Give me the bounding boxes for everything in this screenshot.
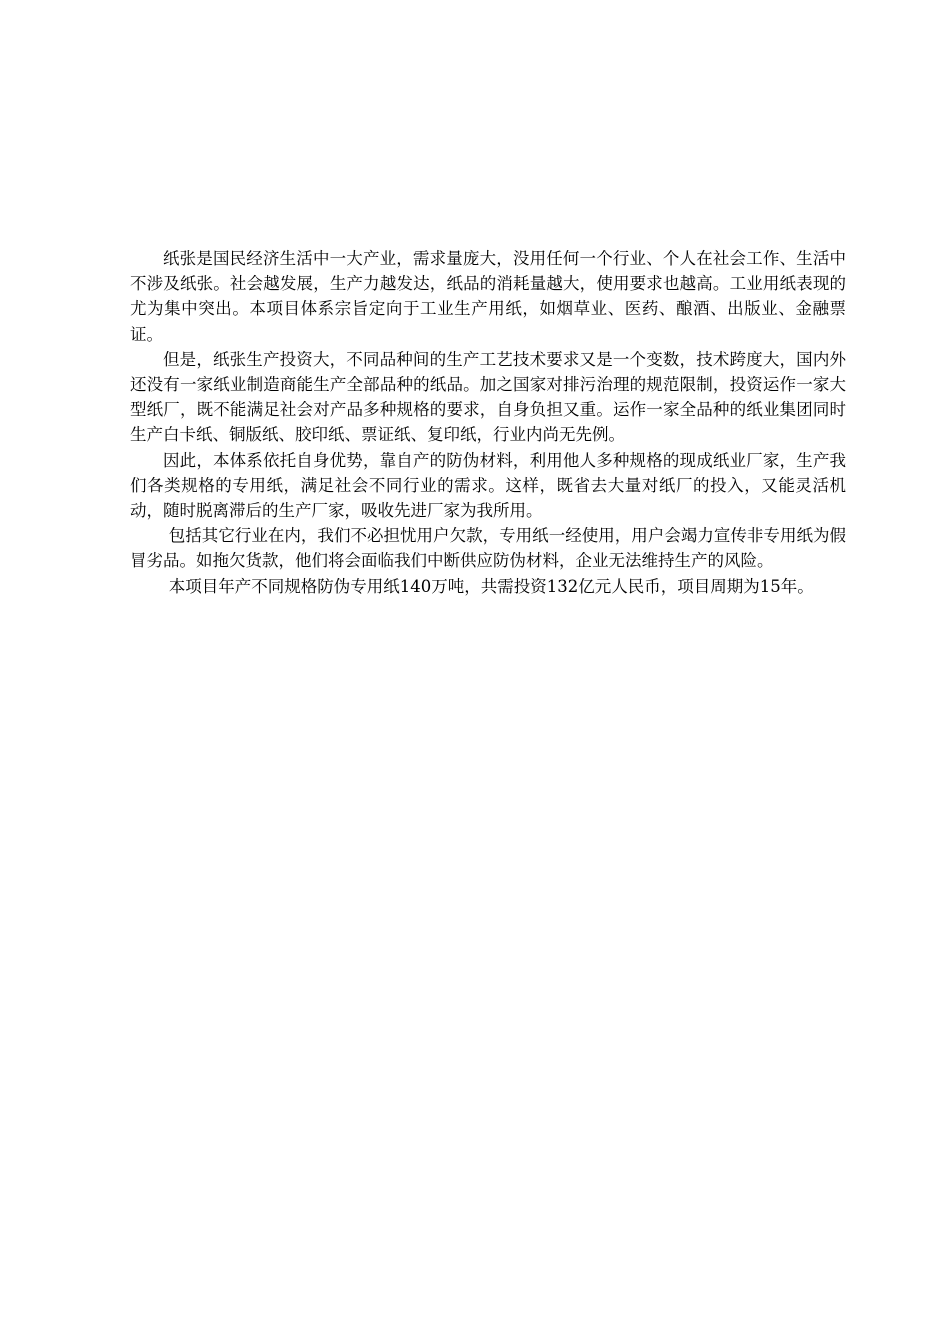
paragraph-industry-overview: 纸张是国民经济生活中一大产业，需求量庞大，没用任何一个行业、个人在社会工作、生活中不涉及纸张。社会越发展，生产力越发达，纸品的消耗量越大，使用要求也越高。工业用纸表现的尤为集中突出。本项目体系宗旨定向于工业生产用纸，如烟草业、医药、酿酒、出版业、金融票证。: [130, 249, 846, 344]
paragraph-payment-risk: 包括其它行业在内，我们不必担忧用户欠款，专用纸一经使用，用户会竭力宣传非专用纸为假冒劣品。如拖欠货款，他们将会面临我们中断供应防伪材料，企业无法维持生产的风险。: [130, 526, 846, 571]
paragraph-investment-challenges: 但是，纸张生产投资大，不同品种间的生产工艺技术要求又是一个变数，技术跨度大，国内外还没有一家纸业制造商能生产全部品种的纸品。加之国家对排污治理的规范限制，投资运作一家大型纸厂，既不能满足社会对产品多种规格的要求，自身负担又重。运作一家全品种的纸业集团同时生产白卡纸、铜版纸、胶印纸、票证纸、复印纸，行业内尚无先例。: [130, 349, 846, 445]
paragraph-system-strategy: 因此，本体系依托自身优势，靠自产的防伪材料，利用他人多种规格的现成纸业厂家，生产我们各类规格的专用纸，满足社会不同行业的需求。这样，既省去大量对纸厂的投入，又能灵活机动，随时脱离滞后的生产厂家，吸收先进厂家为我所用。: [130, 450, 846, 521]
paragraph-project-summary: 本项目年产不同规格防伪专用纸140万吨，共需投资132亿元人民币，项目周期为15年。: [168, 576, 814, 596]
document-body: [130, 246, 846, 599]
